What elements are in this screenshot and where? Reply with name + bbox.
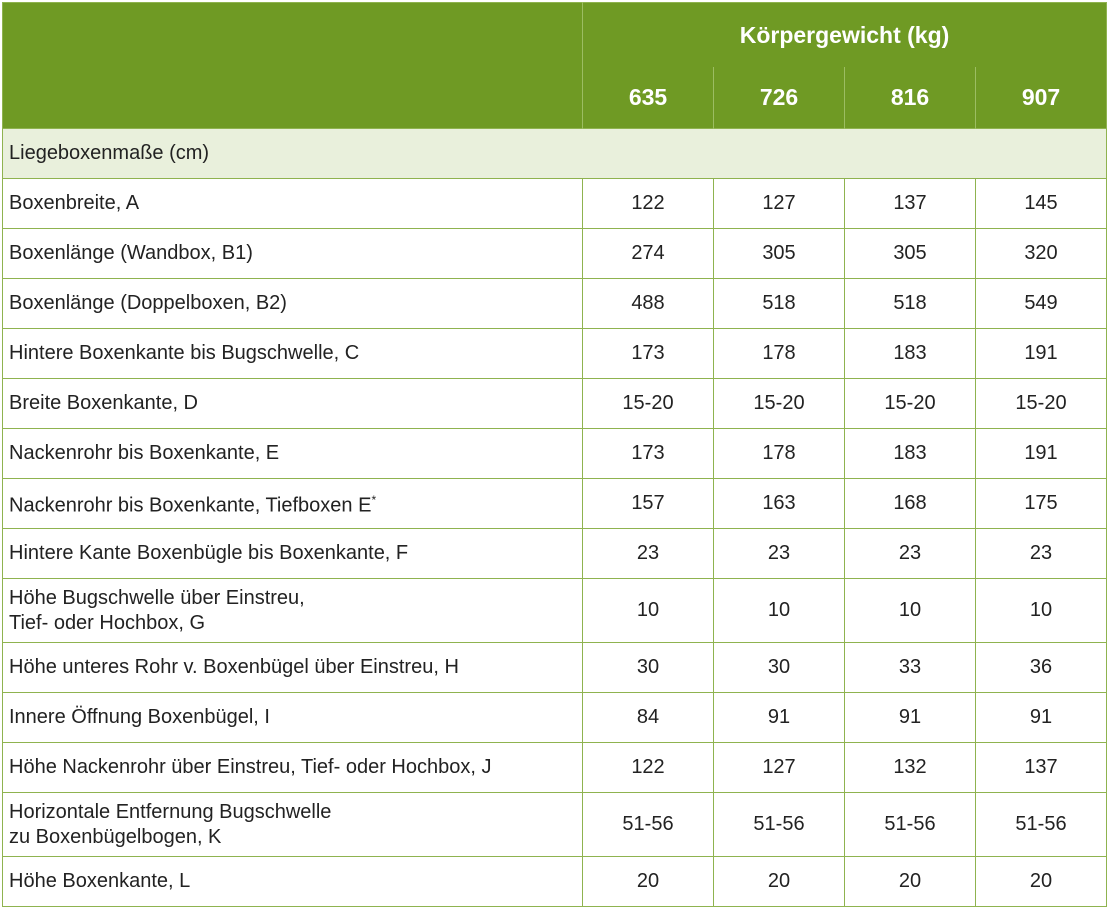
cell-value: 178 (714, 429, 845, 479)
cell-value: 20 (976, 857, 1107, 907)
table-container (2, 2, 1106, 907)
cell-value: 91 (714, 693, 845, 743)
row-label-line2: zu Boxenbügelbogen, K (9, 825, 222, 848)
table-row (3, 279, 1107, 329)
row-label: Höhe Boxenkante, L (3, 857, 583, 907)
cell-value: 305 (845, 229, 976, 279)
row-label-line1: Höhe Bugschwelle über Einstreu, (9, 586, 305, 609)
cell-value: 175 (976, 479, 1107, 529)
cell-value: 157 (583, 479, 714, 529)
row-label (3, 579, 583, 643)
row-label-superscript: * (371, 493, 377, 508)
cell-value: 145 (976, 179, 1107, 229)
row-label: Boxenbreite, A (3, 179, 583, 229)
cell-value: 518 (845, 279, 976, 329)
cell-value: 23 (845, 529, 976, 579)
cell-value: 51-56 (845, 793, 976, 857)
row-label (3, 479, 583, 529)
cell-value: 183 (845, 329, 976, 379)
cell-value: 173 (583, 329, 714, 379)
table-row (3, 793, 1107, 857)
cell-value: 91 (976, 693, 1107, 743)
cell-value: 20 (583, 857, 714, 907)
cell-value: 132 (845, 743, 976, 793)
cell-value: 91 (845, 693, 976, 743)
row-label: Nackenrohr bis Boxenkante, E (3, 429, 583, 479)
cell-value: 178 (714, 329, 845, 379)
cell-value: 137 (845, 179, 976, 229)
table-row (3, 579, 1107, 643)
section-row (3, 129, 1107, 179)
row-label (3, 793, 583, 857)
cell-value: 30 (583, 643, 714, 693)
cell-value: 20 (845, 857, 976, 907)
cell-value: 15-20 (583, 379, 714, 429)
section-label: Liegeboxenmaße (cm) (3, 129, 1107, 179)
table-row (3, 643, 1107, 693)
cell-value: 15-20 (976, 379, 1107, 429)
header-weight: 907 (976, 67, 1107, 129)
header-weight: 726 (714, 67, 845, 129)
table-row (3, 179, 1107, 229)
row-label-line1: Horizontale Entfernung Bugschwelle (9, 800, 332, 823)
table-row (3, 693, 1107, 743)
header-group-title: Körpergewicht (kg) (583, 3, 1107, 68)
cell-value: 33 (845, 643, 976, 693)
cell-value: 15-20 (714, 379, 845, 429)
row-label: Hintere Kante Boxenbügle bis Boxenkante, F (3, 529, 583, 579)
cell-value: 305 (714, 229, 845, 279)
row-label: Innere Öffnung Boxenbügel, I (3, 693, 583, 743)
cell-value: 173 (583, 429, 714, 479)
table-row (3, 379, 1107, 429)
cell-value: 23 (583, 529, 714, 579)
row-label-line2: Tief- oder Hochbox, G (9, 611, 206, 634)
header-weight: 816 (845, 67, 976, 129)
header-weight: 635 (583, 67, 714, 129)
cell-value: 518 (714, 279, 845, 329)
row-label: Höhe Nackenrohr über Einstreu, Tief- oder Hochbox, J (3, 743, 583, 793)
cell-value: 10 (583, 579, 714, 643)
cell-value: 23 (714, 529, 845, 579)
table-row (3, 743, 1107, 793)
table-row (3, 229, 1107, 279)
cell-value: 51-56 (583, 793, 714, 857)
cell-value: 488 (583, 279, 714, 329)
cell-value: 127 (714, 179, 845, 229)
cell-value: 127 (714, 743, 845, 793)
cell-value: 84 (583, 693, 714, 743)
cell-value: 274 (583, 229, 714, 279)
cell-value: 163 (714, 479, 845, 529)
cell-value: 320 (976, 229, 1107, 279)
row-label: Boxenlänge (Doppelboxen, B2) (3, 279, 583, 329)
cell-value: 51-56 (714, 793, 845, 857)
row-label: Hintere Boxenkante bis Bugschwelle, C (3, 329, 583, 379)
cell-value: 10 (976, 579, 1107, 643)
dimensions-table (2, 2, 1107, 907)
cell-value: 168 (845, 479, 976, 529)
table-row (3, 857, 1107, 907)
table-row (3, 529, 1107, 579)
cell-value: 183 (845, 429, 976, 479)
cell-value: 191 (976, 429, 1107, 479)
row-label: Boxenlänge (Wandbox, B1) (3, 229, 583, 279)
header-blank-cell (3, 3, 583, 129)
cell-value: 10 (714, 579, 845, 643)
cell-value: 191 (976, 329, 1107, 379)
cell-value: 51-56 (976, 793, 1107, 857)
cell-value: 122 (583, 743, 714, 793)
table-row (3, 329, 1107, 379)
cell-value: 23 (976, 529, 1107, 579)
cell-value: 30 (714, 643, 845, 693)
cell-value: 20 (714, 857, 845, 907)
header-row-group (3, 3, 1107, 68)
row-label-text: Nackenrohr bis Boxenkante, Tiefboxen E (9, 494, 372, 517)
cell-value: 15-20 (845, 379, 976, 429)
cell-value: 122 (583, 179, 714, 229)
row-label: Höhe unteres Rohr v. Boxenbügel über Einstreu, H (3, 643, 583, 693)
table-row (3, 429, 1107, 479)
cell-value: 36 (976, 643, 1107, 693)
cell-value: 10 (845, 579, 976, 643)
row-label: Breite Boxenkante, D (3, 379, 583, 429)
cell-value: 137 (976, 743, 1107, 793)
table-row (3, 479, 1107, 529)
cell-value: 549 (976, 279, 1107, 329)
